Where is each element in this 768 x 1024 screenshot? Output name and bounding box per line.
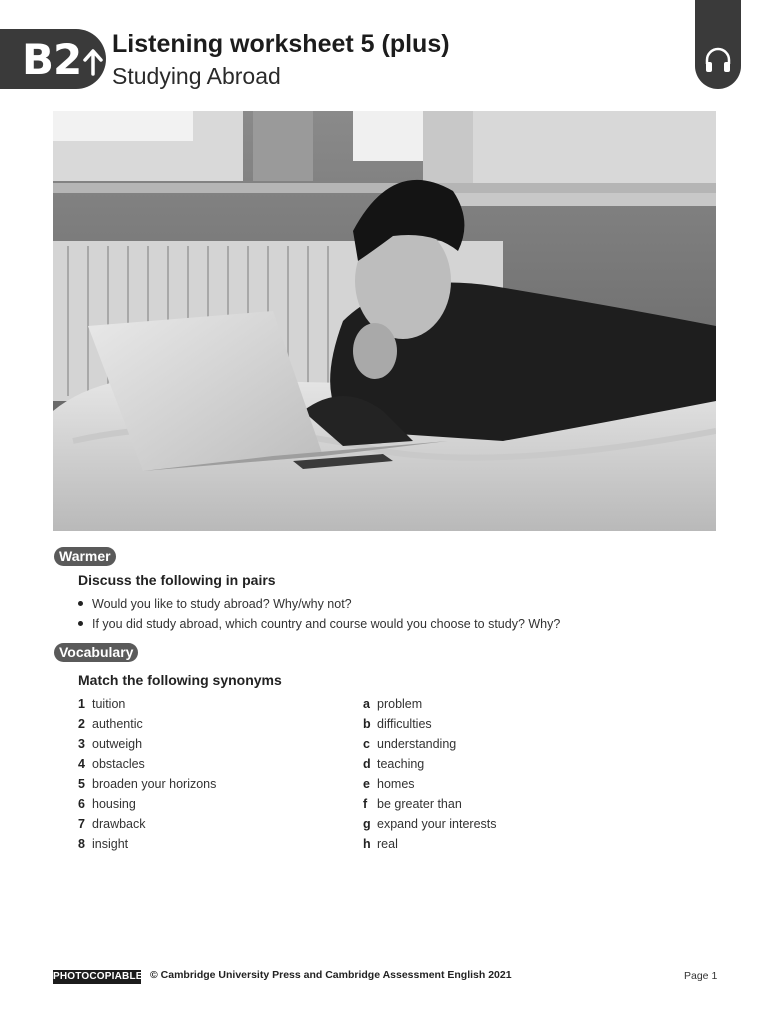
- definition-letter: g: [363, 817, 371, 831]
- audio-tab: [695, 0, 741, 89]
- word-number: 5: [78, 777, 85, 791]
- word-number: 6: [78, 797, 85, 811]
- warmer-bullet: [78, 617, 560, 631]
- word-item: [78, 715, 338, 735]
- definition-text: difficulties: [377, 717, 432, 731]
- definition-text: be greater than: [377, 797, 462, 811]
- definition-item: [363, 735, 663, 755]
- word-number: 7: [78, 817, 85, 831]
- bullet-text: If you did study abroad, which country and course would you choose to study? Why?: [92, 617, 561, 631]
- definition-letter: h: [363, 837, 371, 851]
- bullet-dot: [78, 621, 83, 626]
- definition-letter: f: [363, 797, 368, 811]
- word-item: [78, 795, 338, 815]
- vocabulary-definition-list: [363, 695, 663, 855]
- page-number: Page 1: [684, 970, 718, 982]
- word-item: [78, 835, 338, 855]
- arrow-up-icon: [82, 46, 104, 76]
- definition-text: problem: [377, 697, 423, 711]
- definition-text: teaching: [377, 757, 425, 771]
- definition-item: [363, 815, 663, 835]
- vocabulary-heading: Match the following synonyms: [78, 672, 282, 688]
- definition-letter: b: [363, 717, 371, 731]
- vocabulary-label: Vocabulary: [54, 643, 138, 662]
- definition-item: [363, 755, 663, 775]
- photo-student-laptop: [53, 111, 716, 531]
- word-item: [78, 695, 338, 715]
- warmer-bullet: [78, 597, 352, 611]
- word-text: outweigh: [92, 737, 143, 751]
- definition-letter: c: [363, 737, 370, 751]
- word-text: broaden your horizons: [92, 777, 217, 791]
- bullet-dot: [78, 601, 83, 606]
- word-text: insight: [92, 837, 129, 851]
- definition-text: real: [377, 837, 398, 851]
- level-badge: [0, 29, 106, 89]
- page-subtitle: Studying Abroad: [112, 63, 281, 89]
- definition-text: expand your interests: [377, 817, 497, 831]
- word-text: authentic: [92, 717, 143, 731]
- photo-illustration: [53, 111, 716, 531]
- vocabulary-word-list: [78, 695, 338, 855]
- definition-item: [363, 715, 663, 735]
- headphones-icon: [702, 44, 734, 76]
- page-title: Listening worksheet 5 (plus): [112, 30, 450, 58]
- copyright-notice: © Cambridge University Press and Cambridge Assessment English 2021: [150, 969, 512, 981]
- warmer-heading: Discuss the following in pairs: [78, 572, 276, 588]
- definition-letter: d: [363, 757, 371, 771]
- word-item: [78, 755, 338, 775]
- word-item: [78, 775, 338, 795]
- definition-item: [363, 835, 663, 855]
- word-number: 4: [78, 757, 85, 771]
- definition-item: [363, 695, 663, 715]
- definition-letter: e: [363, 777, 370, 791]
- word-item: [78, 815, 338, 835]
- definition-text: understanding: [377, 737, 457, 751]
- word-text: drawback: [92, 817, 146, 831]
- word-number: 2: [78, 717, 85, 731]
- word-number: 8: [78, 837, 85, 851]
- warmer-label: Warmer: [54, 547, 116, 566]
- definition-letter: a: [363, 697, 370, 711]
- word-text: housing: [92, 797, 136, 811]
- definition-text: homes: [377, 777, 415, 791]
- definition-item: [363, 775, 663, 795]
- word-item: [78, 735, 338, 755]
- word-number: 1: [78, 697, 85, 711]
- word-text: tuition: [92, 697, 126, 711]
- word-number: 3: [78, 737, 85, 751]
- definition-item: [363, 795, 663, 815]
- word-text: obstacles: [92, 757, 145, 771]
- level-label: B2: [22, 34, 82, 84]
- bullet-text: Would you like to study abroad? Why/why not?: [92, 597, 352, 611]
- photocopiable-badge: PHOTOCOPIABLE: [53, 971, 143, 982]
